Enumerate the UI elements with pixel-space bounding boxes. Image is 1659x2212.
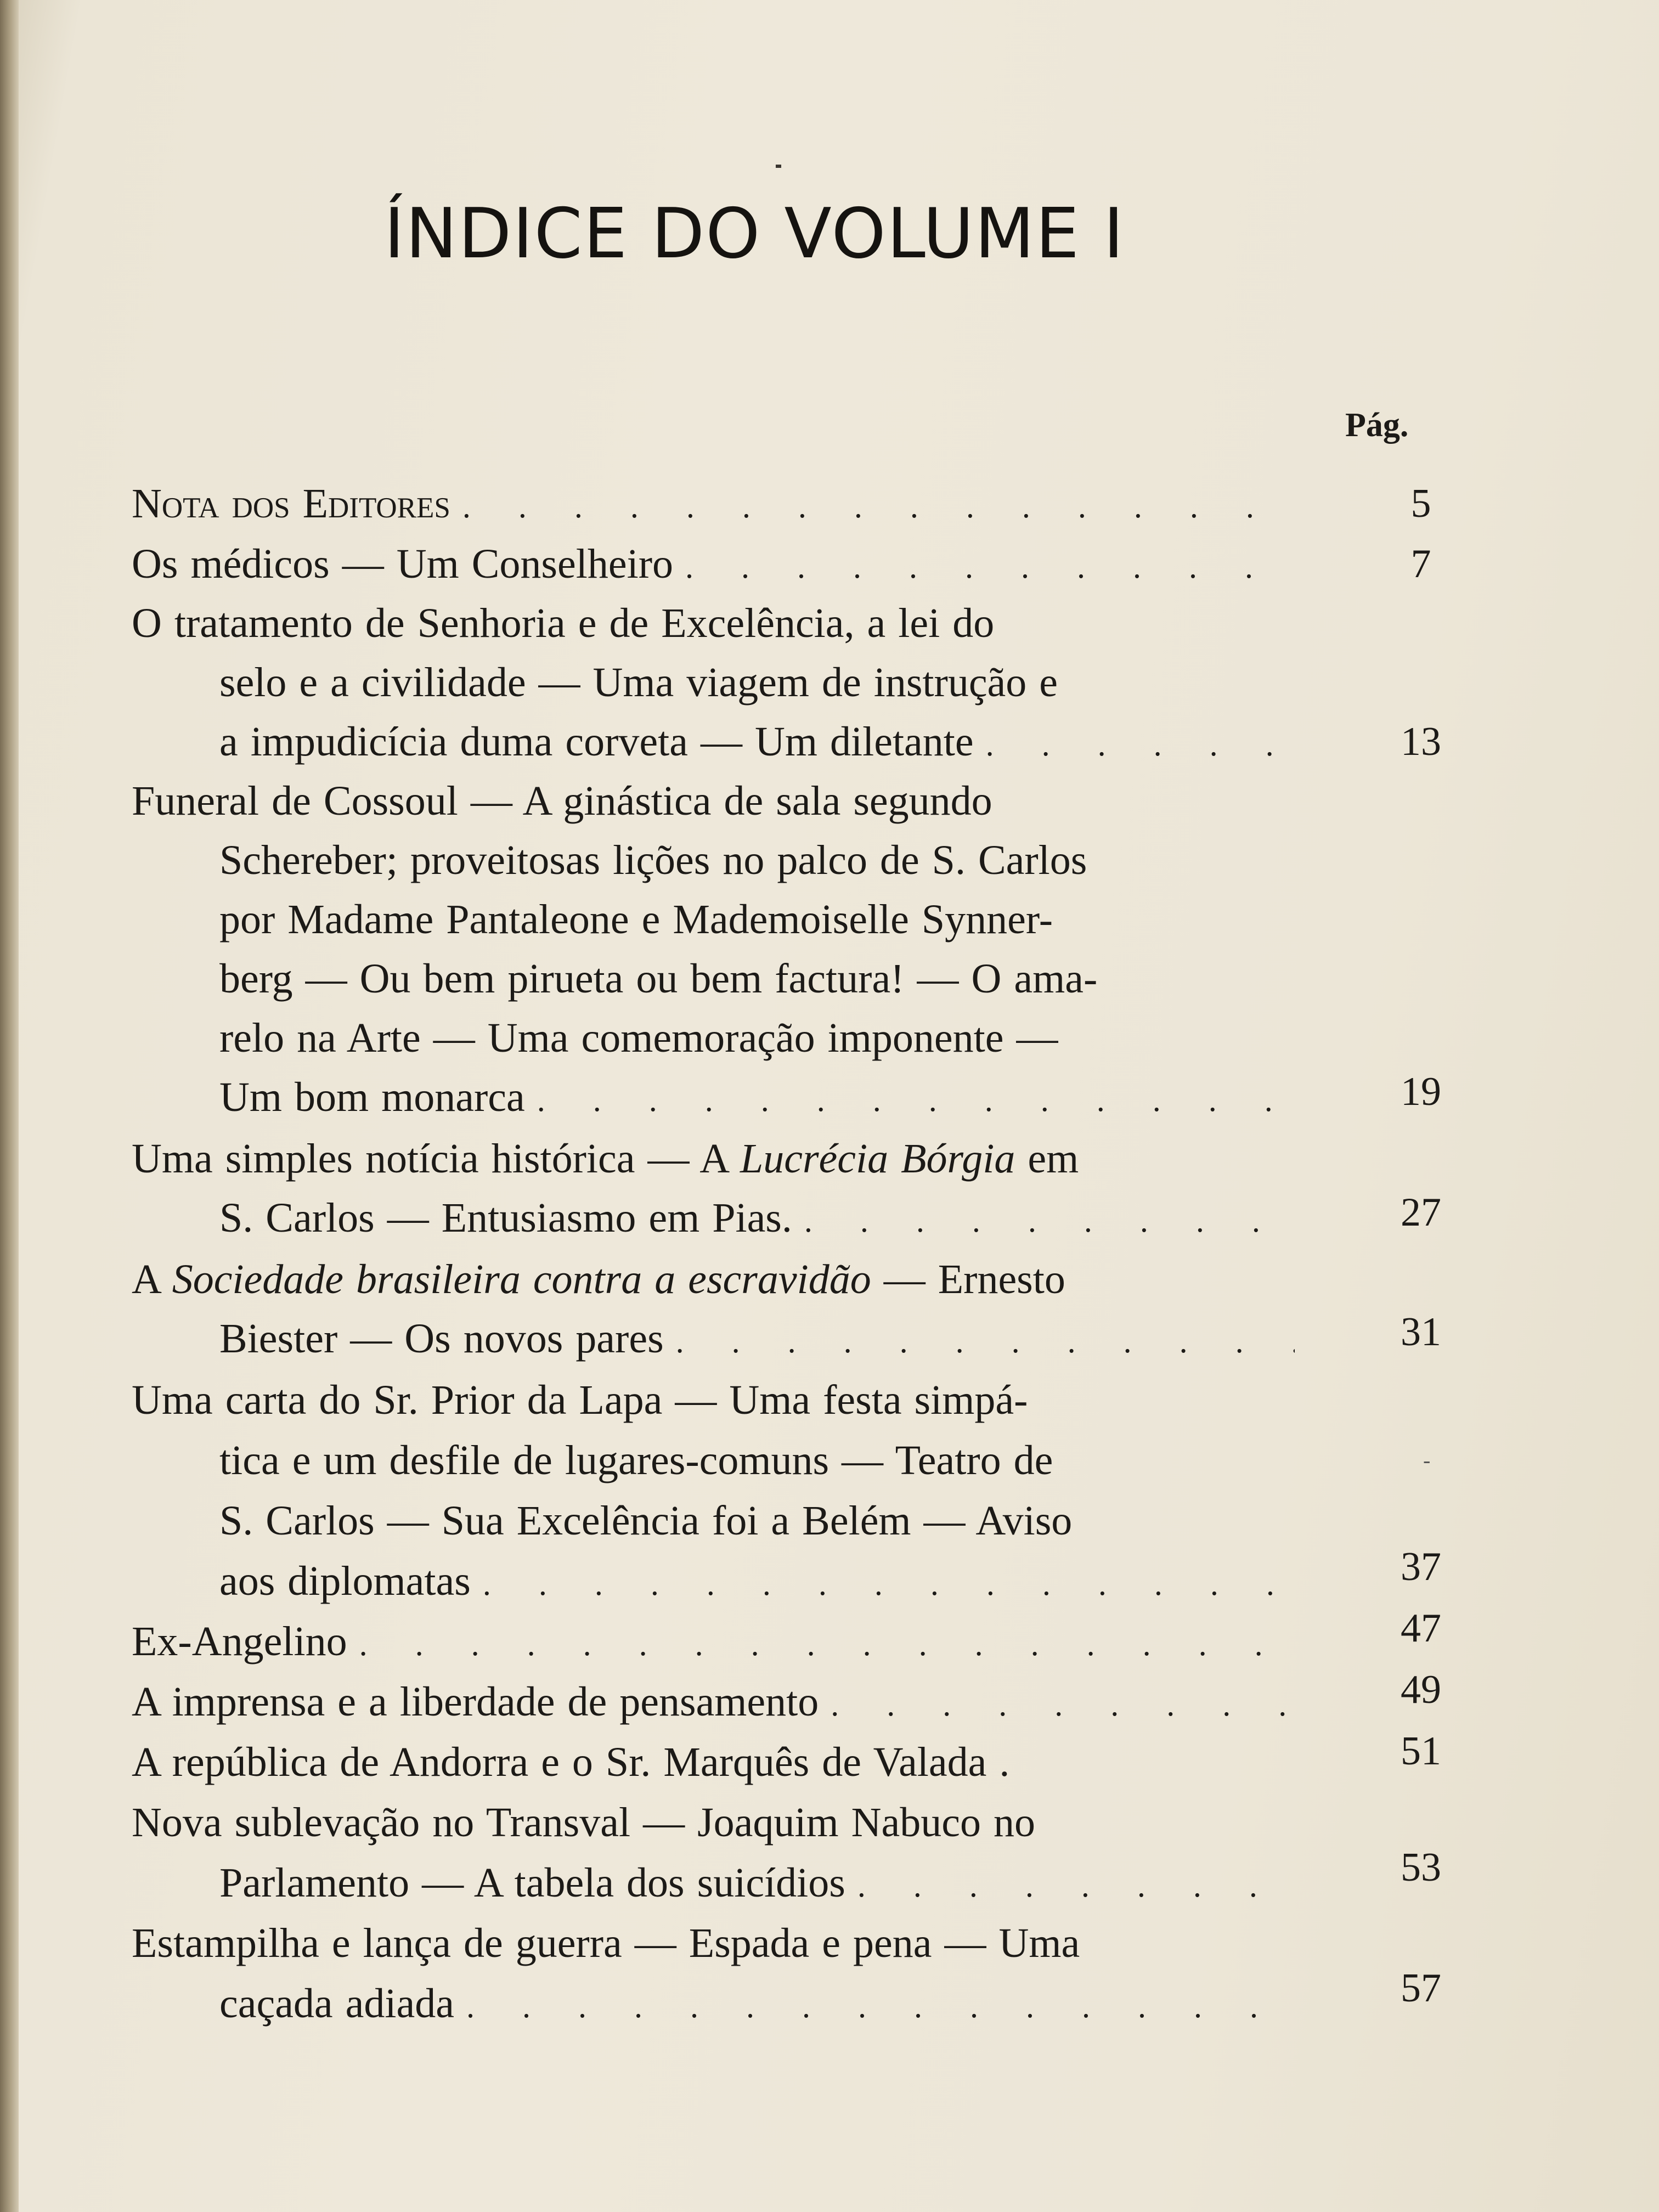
toc-entry-text: Schereber; proveitosas lições no palco de S. Carlos (219, 837, 1087, 883)
dot-leader (685, 539, 1295, 594)
toc-entry-text: Funeral de Cossoul — A ginástica de sala segundo (132, 778, 992, 824)
dot-leader (857, 1858, 1295, 1913)
toc-entry-text: Estampilha e lança de guerra — Espada e pena — Uma (132, 1920, 1080, 1966)
toc-entry-text: Uma simples notícia histórica — A Lucrécia Bórgia em (132, 1136, 1079, 1182)
toc-page-number: 7 (1410, 541, 1431, 586)
toc-entry-text: Os médicos — Um Conselheiro (132, 541, 674, 587)
toc-entry-a-imprensa (132, 1674, 1295, 1729)
dot-leader (537, 1073, 1295, 1127)
italic-title: Lucrécia Bórgia (740, 1136, 1015, 1182)
toc-entry-continuation (219, 1976, 1295, 2031)
toc-entry-text: tica e um desfile de lugares-comuns — Teatro de (219, 1437, 1053, 1483)
toc-entry-text: por Madame Pantaleone e Mademoiselle Synner- (219, 896, 1053, 943)
toc-entry-uma-carta (132, 1373, 1295, 1427)
toc-entry-continuation (219, 714, 1295, 769)
toc-entry-continuation (219, 892, 1295, 947)
dot-leader (986, 717, 1295, 772)
toc-page-number: 51 (1401, 1729, 1441, 1774)
toc-page-number: 47 (1401, 1606, 1441, 1651)
ink-speck (776, 165, 781, 168)
toc-entry-funeral-de-cossoul (132, 774, 1295, 828)
dot-leader (676, 1314, 1295, 1369)
toc-page-number: 27 (1401, 1190, 1441, 1235)
toc-entry-text: S. Carlos — Entusiasmo em Pias. (219, 1195, 792, 1241)
dot-leader (359, 1617, 1295, 1672)
dot-leader (804, 1193, 1295, 1248)
toc-entry-text: O tratamento de Senhoria e de Excelência, a lei do (132, 600, 995, 646)
toc-entry-text: relo na Arte — Uma comemoração imponente — (219, 1015, 1058, 1061)
toc-entry-text: selo e a civilidade — Uma viagem de instrução e (219, 659, 1058, 706)
toc-entry-text: Um bom monarca (219, 1074, 525, 1120)
toc-entry-nova-sublevacao (132, 1795, 1295, 1850)
dot-leader (831, 1677, 1295, 1732)
toc-page-number: 13 (1401, 719, 1441, 764)
index-title: ÍNDICE DO VOLUME I (384, 193, 1125, 274)
dot-leader (483, 1556, 1295, 1611)
toc-page-number: 5 (1410, 481, 1431, 526)
toc-entry-continuation (219, 1070, 1295, 1125)
dot-leader (466, 1979, 1295, 2034)
toc-entry-text: Ex-Angelino (132, 1618, 347, 1664)
toc-entry-o-tratamento (132, 596, 1295, 651)
toc-entry-estampilha (132, 1916, 1295, 1971)
toc-entry-continuation (219, 1311, 1295, 1366)
dot-leader (462, 479, 1295, 534)
toc-page-number: 37 (1401, 1544, 1441, 1589)
toc-entry-continuation (219, 1433, 1295, 1488)
toc-entry-text: S. Carlos — Sua Excelência foi a Belém — Aviso (219, 1498, 1073, 1544)
stray-mark: - (1423, 1448, 1431, 1472)
toc-entry-text: Biester — Os novos pares (219, 1316, 664, 1362)
toc-entry-text: Uma carta do Sr. Prior da Lapa — Uma festa simpá- (132, 1377, 1028, 1423)
toc-entry-text: Nota dos Editores (132, 481, 450, 527)
toc-entry-continuation (219, 1493, 1295, 1548)
toc-entry-text: A imprensa e a liberdade de pensamento (132, 1679, 819, 1725)
toc-entry-continuation (219, 1554, 1295, 1609)
toc-entry-ex-angelino (132, 1614, 1295, 1669)
toc-entry-text: A Sociedade brasileira contra a escravidão — Ernesto (132, 1256, 1065, 1302)
toc-entry-text: caçada adiada (219, 1980, 454, 2027)
book-spine-edge (0, 0, 19, 2212)
toc-entry-uma-simples-noticia (132, 1131, 1295, 1186)
toc-page-number: 49 (1401, 1667, 1441, 1712)
toc-entry-continuation (219, 1011, 1295, 1065)
italic-title: Sociedade brasileira contra a escravidão (172, 1256, 871, 1302)
toc-entry-text: A república de Andorra e o Sr. Marquês de Valada . (132, 1739, 1010, 1785)
toc-entry-continuation (219, 951, 1295, 1006)
toc-entry-text: a impudicícia duma corveta — Um diletante (219, 719, 974, 765)
toc-entry-text: aos diplomatas (219, 1558, 471, 1604)
toc-entry-continuation (219, 655, 1295, 710)
toc-entry-os-medicos (132, 537, 1295, 591)
toc-entry-a-sociedade-brasileira (132, 1252, 1295, 1307)
toc-entry-text: Parlamento — A tabela dos suicídios (219, 1860, 845, 1906)
toc-entry-text: Nova sublevação no Transval — Joaquim Nabuco no (132, 1799, 1035, 1846)
toc-page-number: 19 (1401, 1069, 1441, 1114)
toc-page-number: 53 (1401, 1845, 1441, 1890)
toc-entry-nota-dos-editores (132, 476, 1295, 531)
toc-page-number: 31 (1401, 1310, 1441, 1355)
page-column-header: Pág. (1345, 407, 1409, 444)
toc-entry-continuation (219, 833, 1295, 888)
toc-entry-text: berg — Ou bem pirueta ou bem factura! — O ama- (219, 956, 1098, 1002)
toc-entry-a-republica-de-andorra (132, 1735, 1295, 1790)
toc-page-number: 57 (1401, 1966, 1441, 2011)
toc-entry-continuation (219, 1855, 1295, 1910)
toc-entry-continuation (219, 1190, 1295, 1245)
